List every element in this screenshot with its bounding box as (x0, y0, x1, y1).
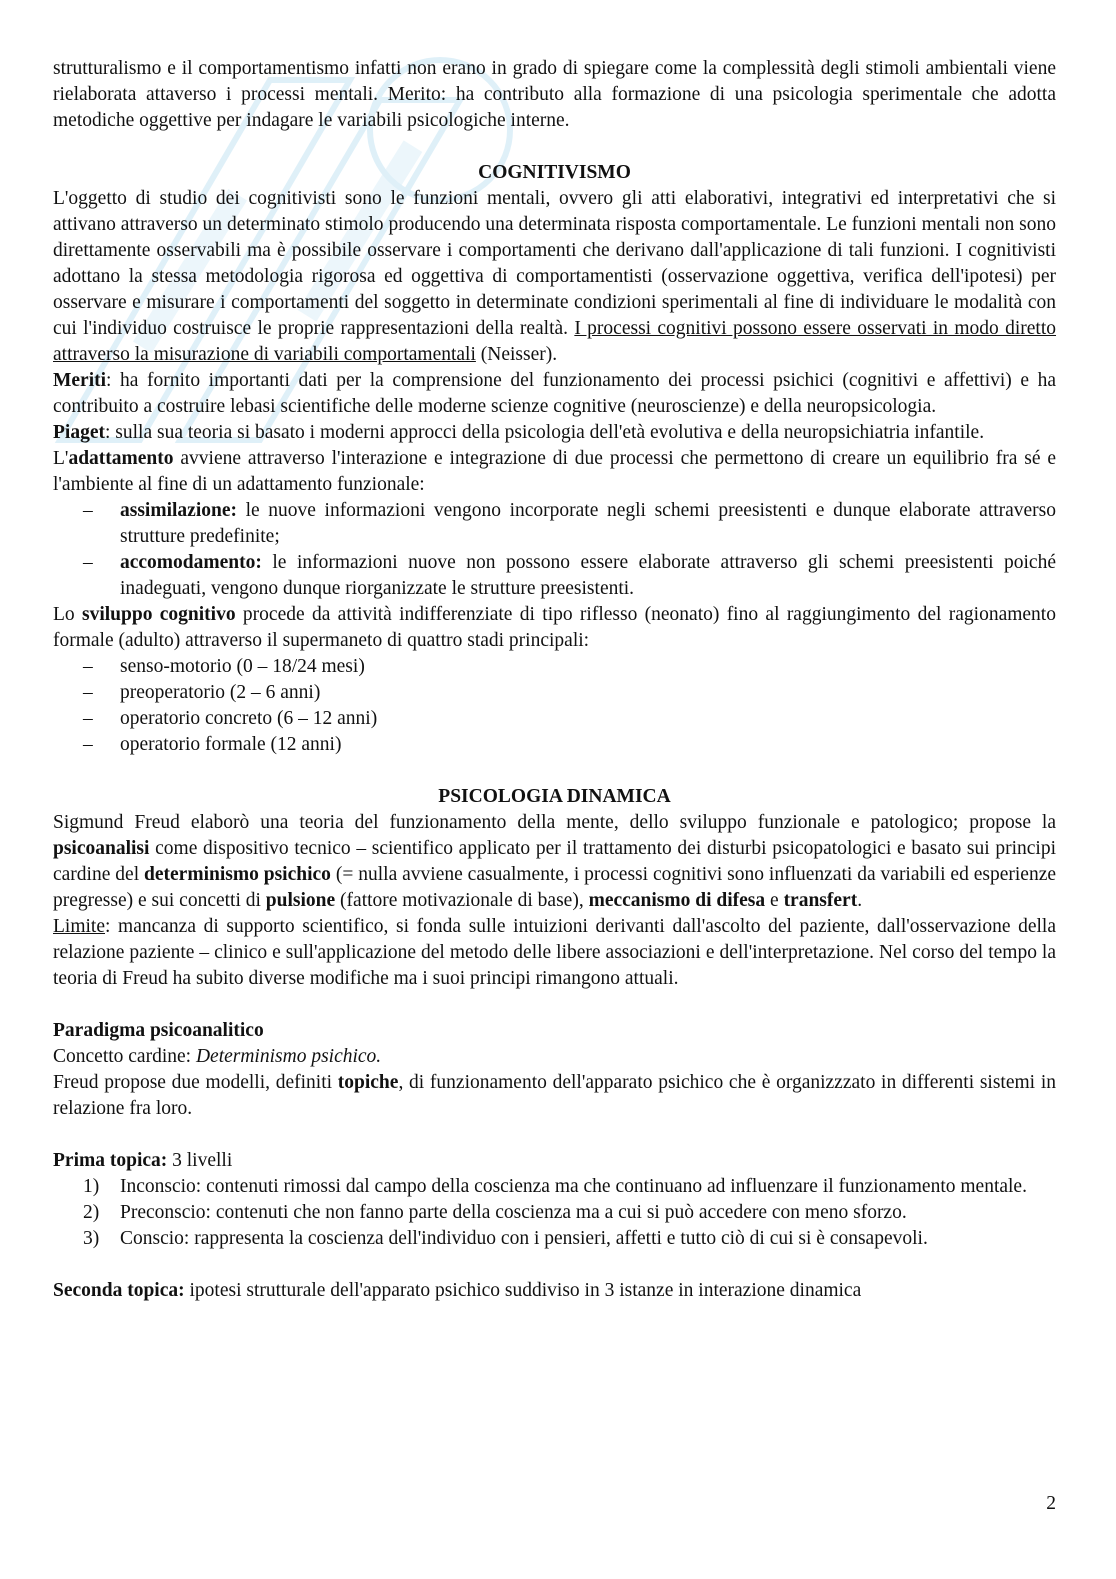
document-page (53, 56, 1056, 1304)
list-item: – operatorio formale (12 anni) (83, 734, 342, 755)
freud-paragraph: Sigmund Freud elaborò una teoria del funzionamento della mente, dello sviluppo funzionale e patologico; propose la psicoanalisi come dispositivo tecnico – scientifico applicato per il trattamento dei disturbi psicopatologici e basato sui principi cardine del determinismo psichico (= nulla avviene casualmente, i processi cognitivi sono influenzati da variabili ed esperienze pregresse) e sui concetti di pulsione (fattore motivazionale di base), meccanismo di difesa e transfert. (53, 812, 1057, 911)
limite-paragraph: Limite: mancanza di supporto scientifico, si fonda sulle intuizioni derivanti dall'ascolto del paziente, dall'osservazione della relazione paziente – clinico e sull'applicazione del metodo delle libere associazioni e dell'interpretazione. Nel corso del tempo la teoria di Freud ha subito diverse modifiche ma i suoi principi rimangono attuali. (53, 916, 1056, 989)
list-item: – operatorio concreto (6 – 12 anni) (83, 708, 378, 729)
cognitivismo-paragraph: L'oggetto di studio dei cognitivisti sono le funzioni mentali, ovvero gli atti elaborativi, integrativi ed interpretativi che si attivano attraverso un determinato stimolo producendo una determinata risposta comportamentale. Le funzioni mentali non sono direttamente osservabili ma è possibile osservare i comportamenti che derivano dall'applicazione di tali funzioni. I cognitivisti adottano la stessa metodologia rigorosa ed oggettiva di comportamentisti (osservazione oggettiva, verifica dell'ipotesi) per osservare e misurare i comportamenti del soggetto in determinate condizioni sperimentali al fine di individuare le modalità con cui l'individuo costruisce le proprie rappresentazioni della realtà. I processi cognitivi possono essere osservati in modo diretto attraverso la misurazione di variabili comportamentali (Neisser). (53, 188, 1057, 365)
adattamento-paragraph: L'adattamento avviene attraverso l'interazione e integrazione di due processi che permettono di creare un equilibrio fra sé e l'ambiente al fine di un adattamento funzionale: (53, 448, 1056, 495)
list-item: 2) Preconscio: contenuti che non fanno parte della coscienza ma a cui si può accedere con meno sforzo. (83, 1202, 907, 1223)
list-item: 1) Inconscio: contenuti rimossi dal campo della coscienza ma che continuano ad influenzare il funzionamento mentale. (83, 1176, 1027, 1197)
list-item: – assimilazione: le nuove informazioni vengono incorporate negli schemi preesistenti e dunque elaborate attraverso strutture predefinite; (83, 500, 1056, 547)
stages-list (53, 654, 1056, 758)
intro-paragraph: strutturalismo e il comportamentismo infatti non erano in grado di spiegare come la complessità degli stimoli ambientali viene rielaborata attaverso i processi mentali. Merito: ha contributo alla formazione di una psicologia sperimentale che adotta metodiche oggettive per indagare le variabili psicologiche interne. (53, 58, 1056, 131)
sviluppo-paragraph: Lo sviluppo cognitivo procede da attività indifferenziate di tipo riflesso (neonato) fino al raggiungimento del ragionamento formale (adulto) attraverso il supermaneto di quattro stadi principali: (53, 604, 1056, 651)
page-number: 2 (1046, 1493, 1056, 1514)
processes-list (53, 498, 1056, 602)
section-title-psicologia-dinamica: PSICOLOGIA DINAMICA (438, 786, 671, 807)
list-item: – senso-motorio (0 – 18/24 mesi) (83, 656, 365, 677)
list-item: – preoperatorio (2 – 6 anni) (83, 682, 321, 703)
section-title-cognitivismo: COGNITIVISMO (478, 162, 631, 183)
paradigma-heading: Paradigma psicoanalitico (53, 1020, 264, 1041)
list-item: – accomodamento: le informazioni nuove non possono essere elaborate attraverso gli schemi preesistenti poiché inadeguati, vengono dunque riorganizzate le strutture preesistenti. (83, 552, 1056, 599)
concetto-line: Concetto cardine: Determinismo psichico. (53, 1046, 382, 1067)
topiche-paragraph: Freud propose due modelli, definiti topiche, di funzionamento dell'apparato psichico che è organizzzato in differenti sistemi in relazione fra loro. (53, 1072, 1056, 1119)
list-item: 3) Conscio: rappresenta la coscienza dell'individuo con i pensieri, affetti e tutto ciò di cui si è consapevoli. (83, 1228, 928, 1249)
underlined-statement: I processi cognitivi possono essere osservati in modo diretto attraverso la misurazione di variabili comportamentali (53, 318, 1057, 365)
prima-topica-list (53, 1174, 1056, 1252)
seconda-topica-paragraph: Seconda topica: ipotesi strutturale dell'apparato psichico suddiviso in 3 istanze in interazione dinamica (53, 1280, 862, 1301)
meriti-paragraph: Meriti: ha fornito importanti dati per la comprensione del funzionamento dei processi psichici (cognitivi e affettivi) e ha contribuito a costruire lebasi scientifiche delle moderne scienze cognitive (neuroscienze) e della neuropsicologia. (53, 370, 1056, 417)
prima-topica-heading: Prima topica: 3 livelli (53, 1150, 233, 1171)
piaget-paragraph: Piaget: sulla sua teoria si basato i moderni approcci della psicologia dell'età evolutiva e della neuropsichiatria infantile. (53, 422, 985, 443)
